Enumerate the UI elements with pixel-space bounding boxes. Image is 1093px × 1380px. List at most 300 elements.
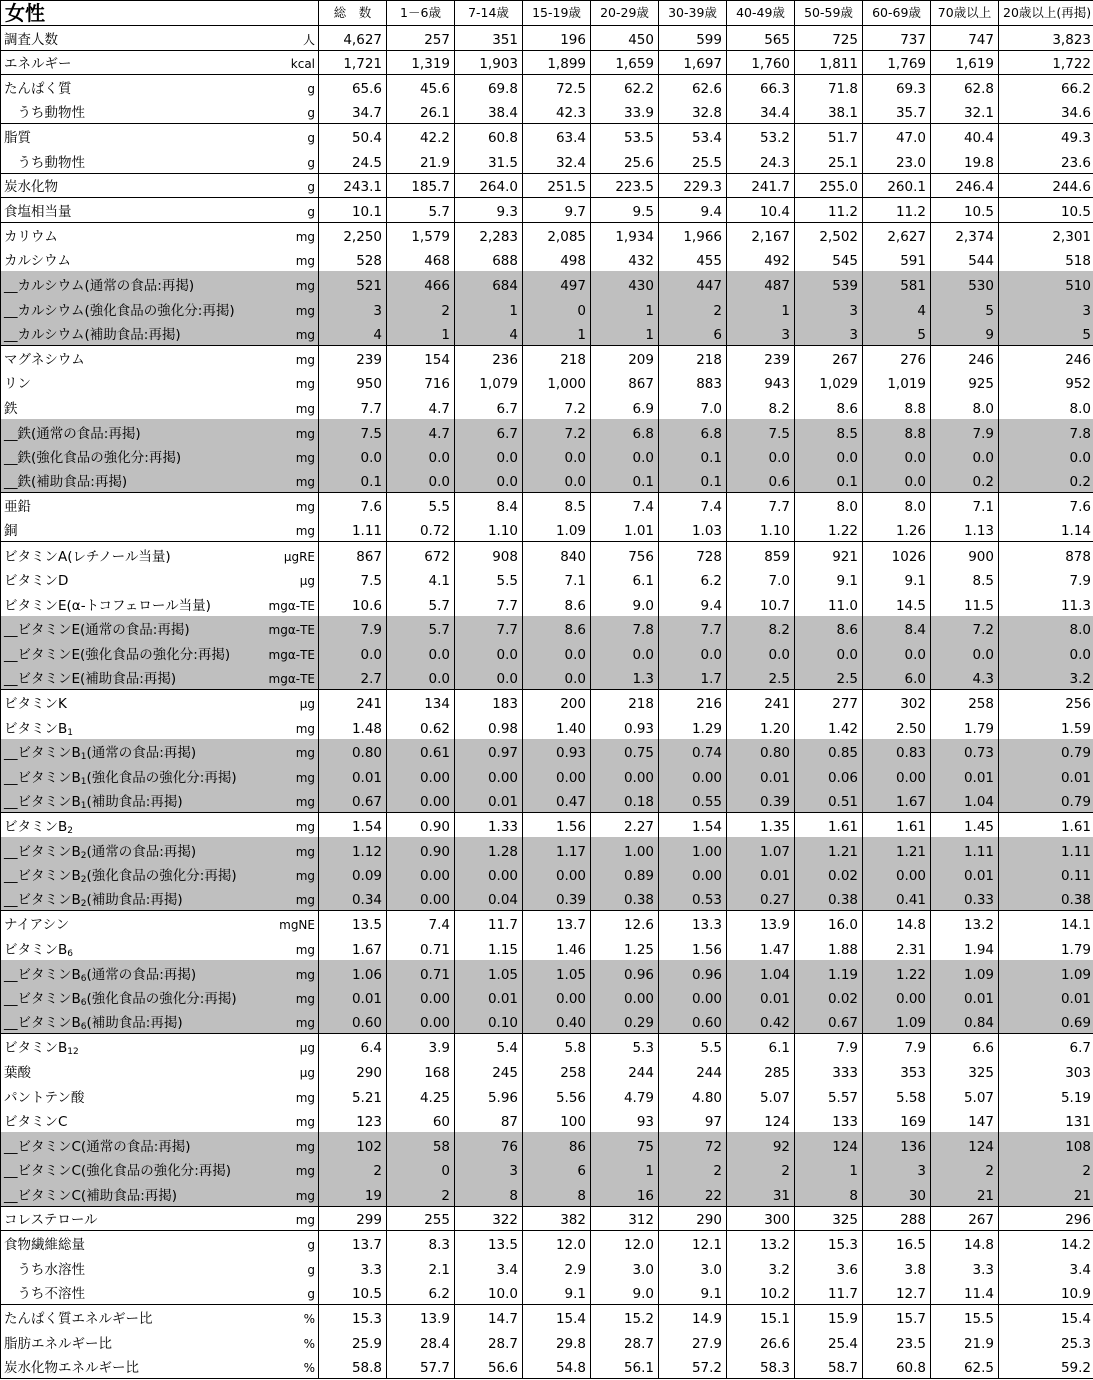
table-title: 女性 — [1, 1, 319, 26]
value-cell: 4 — [863, 296, 931, 321]
value-cell: 312 — [591, 1206, 659, 1231]
value-cell: 0 — [387, 1157, 455, 1182]
row-unit: g — [307, 180, 315, 195]
value-cell: 12.1 — [659, 1231, 727, 1256]
row-label — [4, 353, 85, 367]
row-label-cell — [1, 493, 319, 518]
value-cell: 32.1 — [931, 99, 999, 124]
value-cell: 7.2 — [523, 394, 591, 419]
row-unit: mg — [295, 795, 315, 809]
row-label-cell — [1, 1034, 319, 1059]
value-cell: 3.0 — [591, 1255, 659, 1280]
row-label-cell — [1, 690, 319, 715]
row-unit: mg — [295, 254, 315, 269]
value-cell: 2,167 — [727, 222, 795, 247]
value-cell: 276 — [863, 345, 931, 370]
value-cell: 3 — [319, 296, 387, 321]
value-cell: 1,966 — [659, 222, 727, 247]
row-label — [4, 106, 85, 120]
row-unit: μg — [299, 1066, 315, 1081]
value-cell: 65.6 — [319, 75, 387, 100]
value-cell: 58 — [387, 1132, 455, 1157]
value-cell: 2,502 — [795, 222, 863, 247]
row-unit: % — [303, 1360, 315, 1375]
value-cell: 0.0 — [727, 640, 795, 665]
value-cell: 0.0 — [863, 468, 931, 493]
value-cell: 42.3 — [523, 99, 591, 124]
value-cell: 8.4 — [455, 493, 523, 518]
row-unit: mg — [295, 279, 315, 294]
value-cell: 0.11 — [999, 862, 1093, 887]
value-cell: 23.5 — [863, 1329, 931, 1354]
value-cell: 1,619 — [931, 50, 999, 75]
value-cell: 867 — [591, 370, 659, 395]
value-cell: 8.0 — [999, 394, 1093, 419]
row-label-cell — [1, 517, 319, 542]
value-cell: 1.05 — [523, 960, 591, 985]
value-cell: 100 — [523, 1108, 591, 1133]
row-label — [4, 279, 194, 293]
value-cell: 1.01 — [591, 517, 659, 542]
row-label-cell — [1, 1206, 319, 1231]
value-cell: 7.4 — [387, 911, 455, 936]
row-label — [4, 402, 18, 416]
value-cell: 1 — [795, 1157, 863, 1182]
value-cell: 1.3 — [591, 665, 659, 690]
row-unit: mgα-TE — [268, 647, 315, 662]
value-cell: 108 — [999, 1132, 1093, 1157]
value-cell: 216 — [659, 690, 727, 715]
header-row — [1, 1, 1093, 26]
value-cell: 49.3 — [999, 124, 1093, 149]
table-row — [1, 985, 1093, 1010]
value-cell: 47.0 — [863, 124, 931, 149]
value-cell: 0.00 — [659, 763, 727, 788]
value-cell: 0.90 — [387, 837, 455, 862]
column-header: 15-19歳 — [523, 1, 591, 26]
value-cell: 1,903 — [455, 50, 523, 75]
value-cell: 11.7 — [795, 1280, 863, 1305]
value-cell: 10.9 — [999, 1280, 1093, 1305]
value-cell: 1,760 — [727, 50, 795, 75]
row-label-cell — [1, 198, 319, 223]
value-cell: 26.6 — [727, 1329, 795, 1354]
value-cell: 7.2 — [523, 419, 591, 444]
value-cell: 15.4 — [999, 1304, 1093, 1329]
row-label-cell — [1, 935, 319, 960]
row-label-cell — [1, 99, 319, 124]
row-label-subscript: 2 — [80, 899, 87, 910]
value-cell: 13.5 — [319, 911, 387, 936]
table-row — [1, 690, 1093, 715]
value-cell: 13.7 — [319, 1231, 387, 1256]
value-cell: 15.2 — [591, 1304, 659, 1329]
row-label-text: ビタミンA(レチノール当量) — [4, 548, 171, 565]
row-unit: mg — [295, 451, 315, 466]
row-label-text: __ビタミンB — [4, 794, 81, 810]
row-label-cell — [1, 1329, 319, 1354]
row-unit: mgNE — [279, 918, 315, 933]
table-row — [1, 296, 1093, 321]
row-unit: 人 — [302, 32, 315, 47]
table-row — [1, 886, 1093, 911]
row-label-cell — [1, 247, 319, 272]
value-cell: 62.8 — [931, 75, 999, 100]
row-label-text: うち不溶性 — [4, 1285, 85, 1302]
row-label-text: __カルシウム(補助食品:再掲) — [4, 326, 181, 343]
table-row — [1, 247, 1093, 272]
value-cell: 285 — [727, 1058, 795, 1083]
row-label-text: カリウム — [4, 228, 58, 245]
row-label-text: カルシウム — [4, 253, 72, 270]
value-cell: 15.3 — [319, 1304, 387, 1329]
row-unit: mg — [295, 1213, 315, 1228]
row-label-subscript: 2 — [80, 850, 87, 861]
table-row — [1, 616, 1093, 641]
value-cell: 66.2 — [999, 75, 1093, 100]
row-unit: mg — [295, 943, 315, 958]
value-cell: 14.1 — [999, 911, 1093, 936]
value-cell: 0.01 — [999, 763, 1093, 788]
row-label-text: パントテン酸 — [4, 1089, 85, 1106]
value-cell: 0.0 — [659, 640, 727, 665]
value-cell: 1.14 — [999, 517, 1093, 542]
value-cell: 325 — [931, 1058, 999, 1083]
row-label — [4, 1287, 85, 1301]
table-row — [1, 1009, 1093, 1034]
value-cell: 15.1 — [727, 1304, 795, 1329]
value-cell: 7.5 — [319, 567, 387, 592]
value-cell: 6.1 — [591, 567, 659, 592]
value-cell: 5.19 — [999, 1083, 1093, 1108]
row-label-text: 脂質 — [4, 130, 31, 147]
value-cell: 0.51 — [795, 788, 863, 813]
table-row — [1, 862, 1093, 887]
value-cell: 2 — [387, 296, 455, 321]
row-label-cell — [1, 788, 319, 813]
value-cell: 2,627 — [863, 222, 931, 247]
value-cell: 840 — [523, 542, 591, 567]
table-row — [1, 763, 1093, 788]
row-unit: mg — [295, 992, 315, 1007]
value-cell: 8 — [523, 1181, 591, 1206]
value-cell: 244 — [659, 1058, 727, 1083]
value-cell: 302 — [863, 690, 931, 715]
value-cell: 14.9 — [659, 1304, 727, 1329]
value-cell: 0.80 — [319, 739, 387, 764]
value-cell: 69.3 — [863, 75, 931, 100]
value-cell: 3 — [999, 296, 1093, 321]
value-cell: 134 — [387, 690, 455, 715]
table-row — [1, 567, 1093, 592]
value-cell: 0.29 — [591, 1009, 659, 1034]
row-label-text: 食塩相当量 — [4, 203, 72, 220]
row-label-text: うち動物性 — [4, 105, 85, 122]
value-cell: 0.01 — [727, 862, 795, 887]
value-cell: 0.42 — [727, 1009, 795, 1034]
value-cell: 1 — [591, 321, 659, 346]
value-cell: 0.72 — [387, 517, 455, 542]
row-label-text: たんぱく質エネルギー比 — [4, 1310, 153, 1327]
row-label-cell — [1, 1280, 319, 1305]
value-cell: 1.15 — [455, 935, 523, 960]
value-cell: 229.3 — [659, 173, 727, 198]
row-label — [4, 475, 127, 489]
row-label-cell — [1, 173, 319, 198]
value-cell: 7.9 — [319, 616, 387, 641]
value-cell: 9.1 — [795, 567, 863, 592]
row-unit: μg — [299, 697, 315, 712]
value-cell: 241.7 — [727, 173, 795, 198]
row-unit: mgα-TE — [268, 623, 315, 638]
value-cell: 54.8 — [523, 1354, 591, 1379]
value-cell: 1.21 — [795, 837, 863, 862]
row-label — [4, 1213, 98, 1227]
value-cell: 255 — [387, 1206, 455, 1231]
value-cell: 581 — [863, 271, 931, 296]
value-cell: 498 — [523, 247, 591, 272]
value-cell: 5.21 — [319, 1083, 387, 1108]
value-cell: 0.69 — [999, 1009, 1093, 1034]
value-cell: 10.5 — [999, 198, 1093, 223]
row-label-suffix: (通常の食品:再掲) — [86, 745, 197, 762]
row-label — [4, 1115, 67, 1129]
table-row — [1, 542, 1093, 567]
value-cell: 1,019 — [863, 370, 931, 395]
value-cell: 0.96 — [591, 960, 659, 985]
value-cell: 1.29 — [659, 714, 727, 739]
value-cell: 53.2 — [727, 124, 795, 149]
value-cell: 737 — [863, 26, 931, 51]
value-cell: 10.5 — [319, 1280, 387, 1305]
value-cell: 290 — [319, 1058, 387, 1083]
value-cell: 1.22 — [795, 517, 863, 542]
value-cell: 0.00 — [863, 862, 931, 887]
value-cell: 0.00 — [523, 862, 591, 887]
value-cell: 9.5 — [591, 198, 659, 223]
value-cell: 908 — [455, 542, 523, 567]
value-cell: 8.8 — [863, 394, 931, 419]
value-cell: 0.0 — [455, 665, 523, 690]
value-cell: 1.88 — [795, 935, 863, 960]
value-cell: 124 — [931, 1132, 999, 1157]
table-row — [1, 75, 1093, 100]
value-cell: 1.06 — [319, 960, 387, 985]
value-cell: 58.7 — [795, 1354, 863, 1379]
value-cell: 0.40 — [523, 1009, 591, 1034]
row-label-cell — [1, 886, 319, 911]
row-label — [4, 524, 18, 538]
table-body — [1, 26, 1093, 1379]
row-label — [4, 918, 69, 932]
value-cell: 492 — [727, 247, 795, 272]
value-cell: 0.0 — [387, 444, 455, 469]
table-row — [1, 1354, 1093, 1379]
row-unit: % — [303, 1311, 315, 1326]
row-label-text: ビタミンB — [4, 720, 68, 737]
value-cell: 0.0 — [591, 444, 659, 469]
row-label-text: __ビタミンB — [4, 991, 81, 1008]
row-label-suffix: (強化食品の強化分:再掲) — [86, 991, 237, 1008]
value-cell: 8 — [795, 1181, 863, 1206]
value-cell: 0.10 — [455, 1009, 523, 1034]
row-label-cell — [1, 370, 319, 395]
value-cell: 60.8 — [455, 124, 523, 149]
value-cell: 5.5 — [387, 493, 455, 518]
value-cell: 243.1 — [319, 173, 387, 198]
value-cell: 14.8 — [931, 1231, 999, 1256]
value-cell: 8.6 — [795, 616, 863, 641]
value-cell: 1.04 — [727, 960, 795, 985]
table-row — [1, 173, 1093, 198]
value-cell: 15.5 — [931, 1304, 999, 1329]
value-cell: 185.7 — [387, 173, 455, 198]
value-cell: 102 — [319, 1132, 387, 1157]
value-cell: 0.0 — [523, 665, 591, 690]
row-label-cell — [1, 1157, 319, 1182]
table-row — [1, 960, 1093, 985]
value-cell: 0.80 — [727, 739, 795, 764]
column-header: 40-49歳 — [727, 1, 795, 26]
value-cell: 9.0 — [591, 591, 659, 616]
value-cell: 0.71 — [387, 935, 455, 960]
column-header: 20-29歳 — [591, 1, 659, 26]
row-label-cell — [1, 1009, 319, 1034]
row-label-cell — [1, 124, 319, 149]
value-cell: 544 — [931, 247, 999, 272]
value-cell: 267 — [931, 1206, 999, 1231]
value-cell: 4 — [455, 321, 523, 346]
value-cell: 0.96 — [659, 960, 727, 985]
value-cell: 7.8 — [591, 616, 659, 641]
row-label-text: ビタミンD — [4, 573, 69, 590]
value-cell: 1.05 — [455, 960, 523, 985]
value-cell: 0.55 — [659, 788, 727, 813]
row-label — [4, 648, 230, 662]
value-cell: 13.5 — [455, 1231, 523, 1256]
value-cell: 2,374 — [931, 222, 999, 247]
row-label-text: コレステロール — [4, 1212, 98, 1229]
value-cell: 545 — [795, 247, 863, 272]
row-unit: μg — [299, 1041, 315, 1056]
value-cell: 1.10 — [727, 517, 795, 542]
value-cell: 8.8 — [863, 419, 931, 444]
row-label-text: __ビタミンB — [4, 966, 81, 983]
value-cell: 1.12 — [319, 837, 387, 862]
value-cell: 3.4 — [455, 1255, 523, 1280]
value-cell: 25.3 — [999, 1329, 1093, 1354]
value-cell: 5.07 — [931, 1083, 999, 1108]
row-unit: mg — [295, 869, 315, 884]
value-cell: 0.0 — [523, 468, 591, 493]
value-cell: 1.67 — [319, 935, 387, 960]
value-cell: 0.01 — [455, 788, 523, 813]
row-label-text: 食物繊維総量 — [4, 1237, 85, 1254]
value-cell: 92 — [727, 1132, 795, 1157]
value-cell: 0.06 — [795, 763, 863, 788]
value-cell: 2 — [931, 1157, 999, 1182]
value-cell: 6.4 — [319, 1034, 387, 1059]
value-cell: 14.2 — [999, 1231, 1093, 1256]
value-cell: 0.41 — [863, 886, 931, 911]
row-label-cell — [1, 321, 319, 346]
row-label-text: __ビタミンB — [4, 745, 81, 762]
value-cell: 2,301 — [999, 222, 1093, 247]
value-cell: 12.6 — [591, 911, 659, 936]
value-cell: 3.0 — [659, 1255, 727, 1280]
row-label-text: __ビタミンB — [4, 1015, 81, 1032]
row-label — [4, 254, 71, 268]
value-cell: 1.48 — [319, 714, 387, 739]
row-label-text: __ビタミンE(強化食品の強化分:再掲) — [4, 646, 231, 663]
value-cell: 6.9 — [591, 394, 659, 419]
row-label — [4, 451, 181, 465]
row-label-text: __ビタミンB — [4, 843, 81, 860]
value-cell: 0.2 — [999, 468, 1093, 493]
value-cell: 1.13 — [931, 517, 999, 542]
value-cell: 21 — [931, 1181, 999, 1206]
value-cell: 3 — [863, 1157, 931, 1182]
table-row — [1, 99, 1093, 124]
value-cell: 13.3 — [659, 911, 727, 936]
value-cell: 1,934 — [591, 222, 659, 247]
value-cell: 28.7 — [455, 1329, 523, 1354]
row-label-cell — [1, 1181, 319, 1206]
row-unit: mg — [295, 1164, 315, 1179]
value-cell: 3 — [795, 321, 863, 346]
value-cell: 10.4 — [727, 198, 795, 223]
value-cell: 0.85 — [795, 739, 863, 764]
value-cell: 0.0 — [319, 640, 387, 665]
value-cell: 218 — [591, 690, 659, 715]
table-row — [1, 837, 1093, 862]
value-cell: 0.00 — [863, 763, 931, 788]
value-cell: 23.6 — [999, 148, 1093, 173]
table-row — [1, 345, 1093, 370]
value-cell: 72 — [659, 1132, 727, 1157]
value-cell: 16.0 — [795, 911, 863, 936]
value-cell: 1.79 — [931, 714, 999, 739]
value-cell: 13.2 — [931, 911, 999, 936]
table-row — [1, 26, 1093, 51]
value-cell: 223.5 — [591, 173, 659, 198]
value-cell: 246 — [931, 345, 999, 370]
value-cell: 756 — [591, 542, 659, 567]
row-label-cell — [1, 1255, 319, 1280]
value-cell: 878 — [999, 542, 1093, 567]
value-cell: 5.4 — [455, 1034, 523, 1059]
value-cell: 29.8 — [523, 1329, 591, 1354]
value-cell: 688 — [455, 247, 523, 272]
value-cell: 3 — [455, 1157, 523, 1182]
value-cell: 1.94 — [931, 935, 999, 960]
value-cell: 4.80 — [659, 1083, 727, 1108]
value-cell: 952 — [999, 370, 1093, 395]
value-cell: 497 — [523, 271, 591, 296]
value-cell: 169 — [863, 1108, 931, 1133]
value-cell: 25.6 — [591, 148, 659, 173]
row-label-text: __ビタミンE(補助食品:再掲) — [4, 671, 177, 688]
row-label-subscript: 6 — [80, 998, 87, 1009]
row-unit: mg — [295, 229, 315, 244]
row-label-subscript: 2 — [80, 875, 87, 886]
row-label-cell — [1, 985, 319, 1010]
table-row — [1, 1157, 1093, 1182]
value-cell: 1.46 — [523, 935, 591, 960]
value-cell: 19.8 — [931, 148, 999, 173]
value-cell: 333 — [795, 1058, 863, 1083]
value-cell: 1.19 — [795, 960, 863, 985]
